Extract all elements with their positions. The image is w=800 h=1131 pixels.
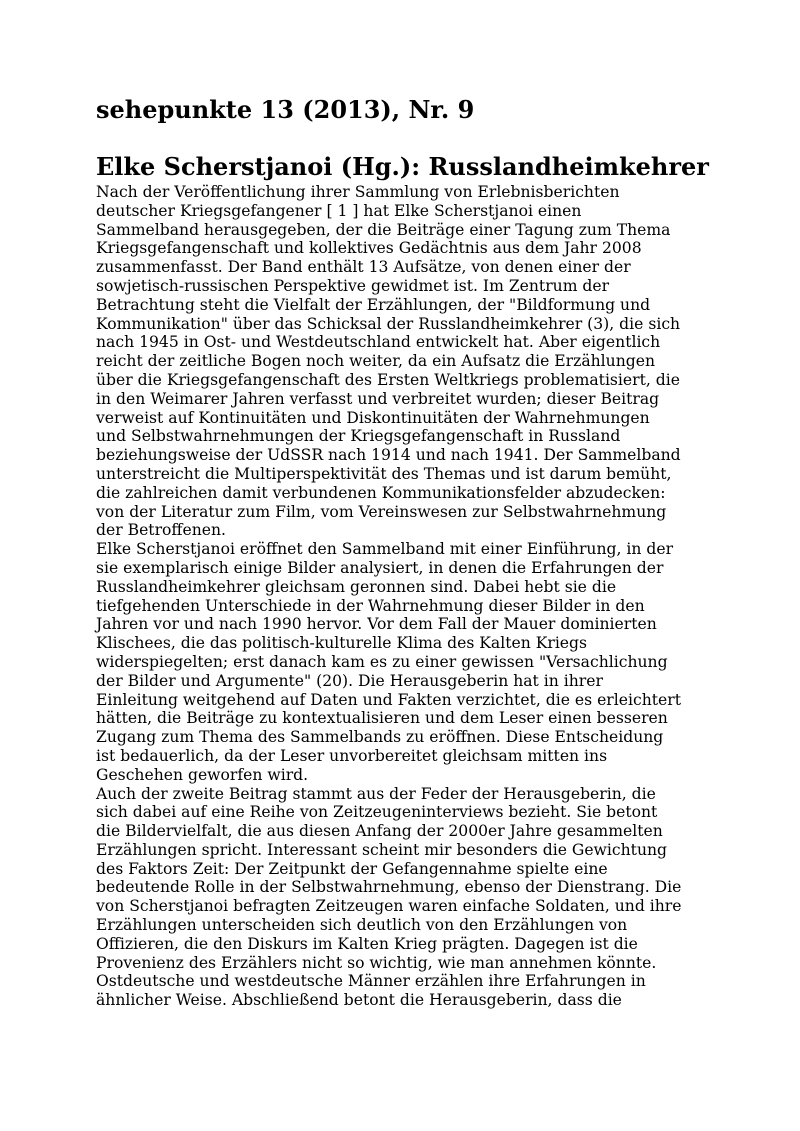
body-text-line: Sammelband herausgegeben, der die Beiträge einer Tagung zum Thema — [96, 220, 671, 239]
body-text-line: von Scherstjanoi befragten Zeitzeugen waren einfache Soldaten, und ihre — [96, 897, 682, 916]
body-text-line: Erzählungen unterscheiden sich deutlich von den Erzählungen von — [96, 916, 628, 935]
body-text-line: widerspiegelten; erst danach kam es zu einer gewissen "Versachlichung — [96, 652, 668, 671]
article-title: Elke Scherstjanoi (Hg.): Russlandheimkehrer — [96, 152, 709, 181]
body-text-line: der Bilder und Argumente" (20). Die Herausgeberin hat in ihrer — [96, 671, 603, 690]
body-text-line: tiefgehenden Unterschiede in der Wahrnehmung dieser Bilder in den — [96, 596, 645, 615]
body-text-line: nach 1945 in Ost- und Westdeutschland entwickelt hat. Aber eigentlich — [96, 333, 661, 352]
body-text-line: ähnlicher Weise. Abschließend betont die Herausgeberin, dass die — [96, 991, 622, 1010]
body-text-line: reicht der zeitliche Bogen noch weiter, da ein Aufsatz die Erzählungen — [96, 352, 655, 371]
journal-heading: sehepunkte 13 (2013), Nr. 9 — [96, 95, 475, 124]
body-text-line: Erzählungen spricht. Interessant scheint mir besonders die Gewichtung — [96, 840, 668, 859]
body-text-line: Jahren vor und nach 1990 hervor. Vor dem Fall der Mauer dominierten — [96, 615, 657, 634]
body-text-line: Einleitung weitgehend auf Daten und Fakten verzichtet, die es erleichtert — [96, 690, 681, 709]
body-text-line: die zahlreichen damit verbundenen Kommunikationsfelder abzudecken: — [96, 483, 666, 502]
body-text-line: sich dabei auf eine Reihe von Zeitzeugeninterviews bezieht. Sie betont — [96, 803, 658, 822]
body-text-line: Kriegsgefangenschaft und kollektives Gedächtnis aus dem Jahr 2008 — [96, 239, 642, 258]
body-text-line: und Selbstwahrnehmungen der Kriegsgefangenschaft in Russland — [96, 427, 621, 446]
body-text-line: verweist auf Kontinuitäten und Diskontinuitäten der Wahrnehmungen — [96, 408, 650, 427]
body-text-line: über die Kriegsgefangenschaft des Ersten Weltkriegs problematisiert, die — [96, 370, 680, 389]
body-text-line: hätten, die Beiträge zu kontextualisieren und dem Leser einen besseren — [96, 709, 668, 728]
body-text-line: sie exemplarisch einige Bilder analysiert, in denen die Erfahrungen der — [96, 558, 664, 577]
body-text-line: zusammenfasst. Der Band enthält 13 Aufsätze, von denen einer der — [96, 258, 631, 277]
body-text-line: beziehungsweise der UdSSR nach 1914 und nach 1941. Der Sammelband — [96, 446, 681, 465]
body-text-line: von der Literatur zum Film, vom Vereinswesen zur Selbstwahrnehmung — [96, 502, 667, 521]
body-text-line: Zugang zum Thema des Sammelbands zu eröffnen. Diese Entscheidung — [96, 728, 664, 747]
body-text-line: Elke Scherstjanoi eröffnet den Sammelband mit einer Einführung, in der — [96, 540, 674, 559]
body-text-line: Auch der zweite Beitrag stammt aus der Feder der Herausgeberin, die — [96, 784, 656, 803]
body-text-line: Offizieren, die den Diskurs im Kalten Krieg prägten. Dagegen ist die — [96, 934, 638, 953]
body-text-line: ist bedauerlich, da der Leser unvorbereitet gleichsam mitten ins — [96, 746, 608, 765]
body-text-line: Russlandheimkehrer gleichsam geronnen sind. Dabei hebt sie die — [96, 577, 617, 596]
body-text-line: unterstreicht die Multiperspektivität des Themas und ist darum bemüht, — [96, 464, 672, 483]
body-text-line: des Faktors Zeit: Der Zeitpunkt der Gefangennahme spielte eine — [96, 859, 608, 878]
body-text-line: Provenienz des Erzählers nicht so wichtig, wie man annehmen könnte. — [96, 953, 657, 972]
body-text-line: sowjetisch-russischen Perspektive gewidmet ist. Im Zentrum der — [96, 276, 610, 295]
body-text-line: deutscher Kriegsgefangener [ 1 ] hat Elke Scherstjanoi einen — [96, 201, 582, 220]
body-text-line: Geschehen geworfen wird. — [96, 765, 309, 784]
body-text-line: bedeutende Rolle in der Selbstwahrnehmung, ebenso der Dienstrang. Die — [96, 878, 682, 897]
body-text-line: der Betroffenen. — [96, 521, 226, 540]
body-text-line: in den Weimarer Jahren verfasst und verbreitet wurden; dieser Beitrag — [96, 389, 660, 408]
body-text-line: Klischees, die das politisch-kulturelle Klima des Kalten Kriegs — [96, 634, 588, 653]
body-text-line: Nach der Veröffentlichung ihrer Sammlung von Erlebnisberichten — [96, 183, 620, 201]
body-text-line: Kommunikation" über das Schicksal der Russlandheimkehrer (3), die sich — [96, 314, 681, 333]
body-text-line: die Bildervielfalt, die aus diesen Anfang der 2000er Jahre gesammelten — [96, 822, 663, 841]
article-body — [96, 183, 708, 1010]
body-text-line: Ostdeutsche und westdeutsche Männer erzählen ihre Erfahrungen in — [96, 972, 646, 991]
body-text-line: Betrachtung steht die Vielfalt der Erzählungen, der "Bildformung und — [96, 295, 651, 314]
